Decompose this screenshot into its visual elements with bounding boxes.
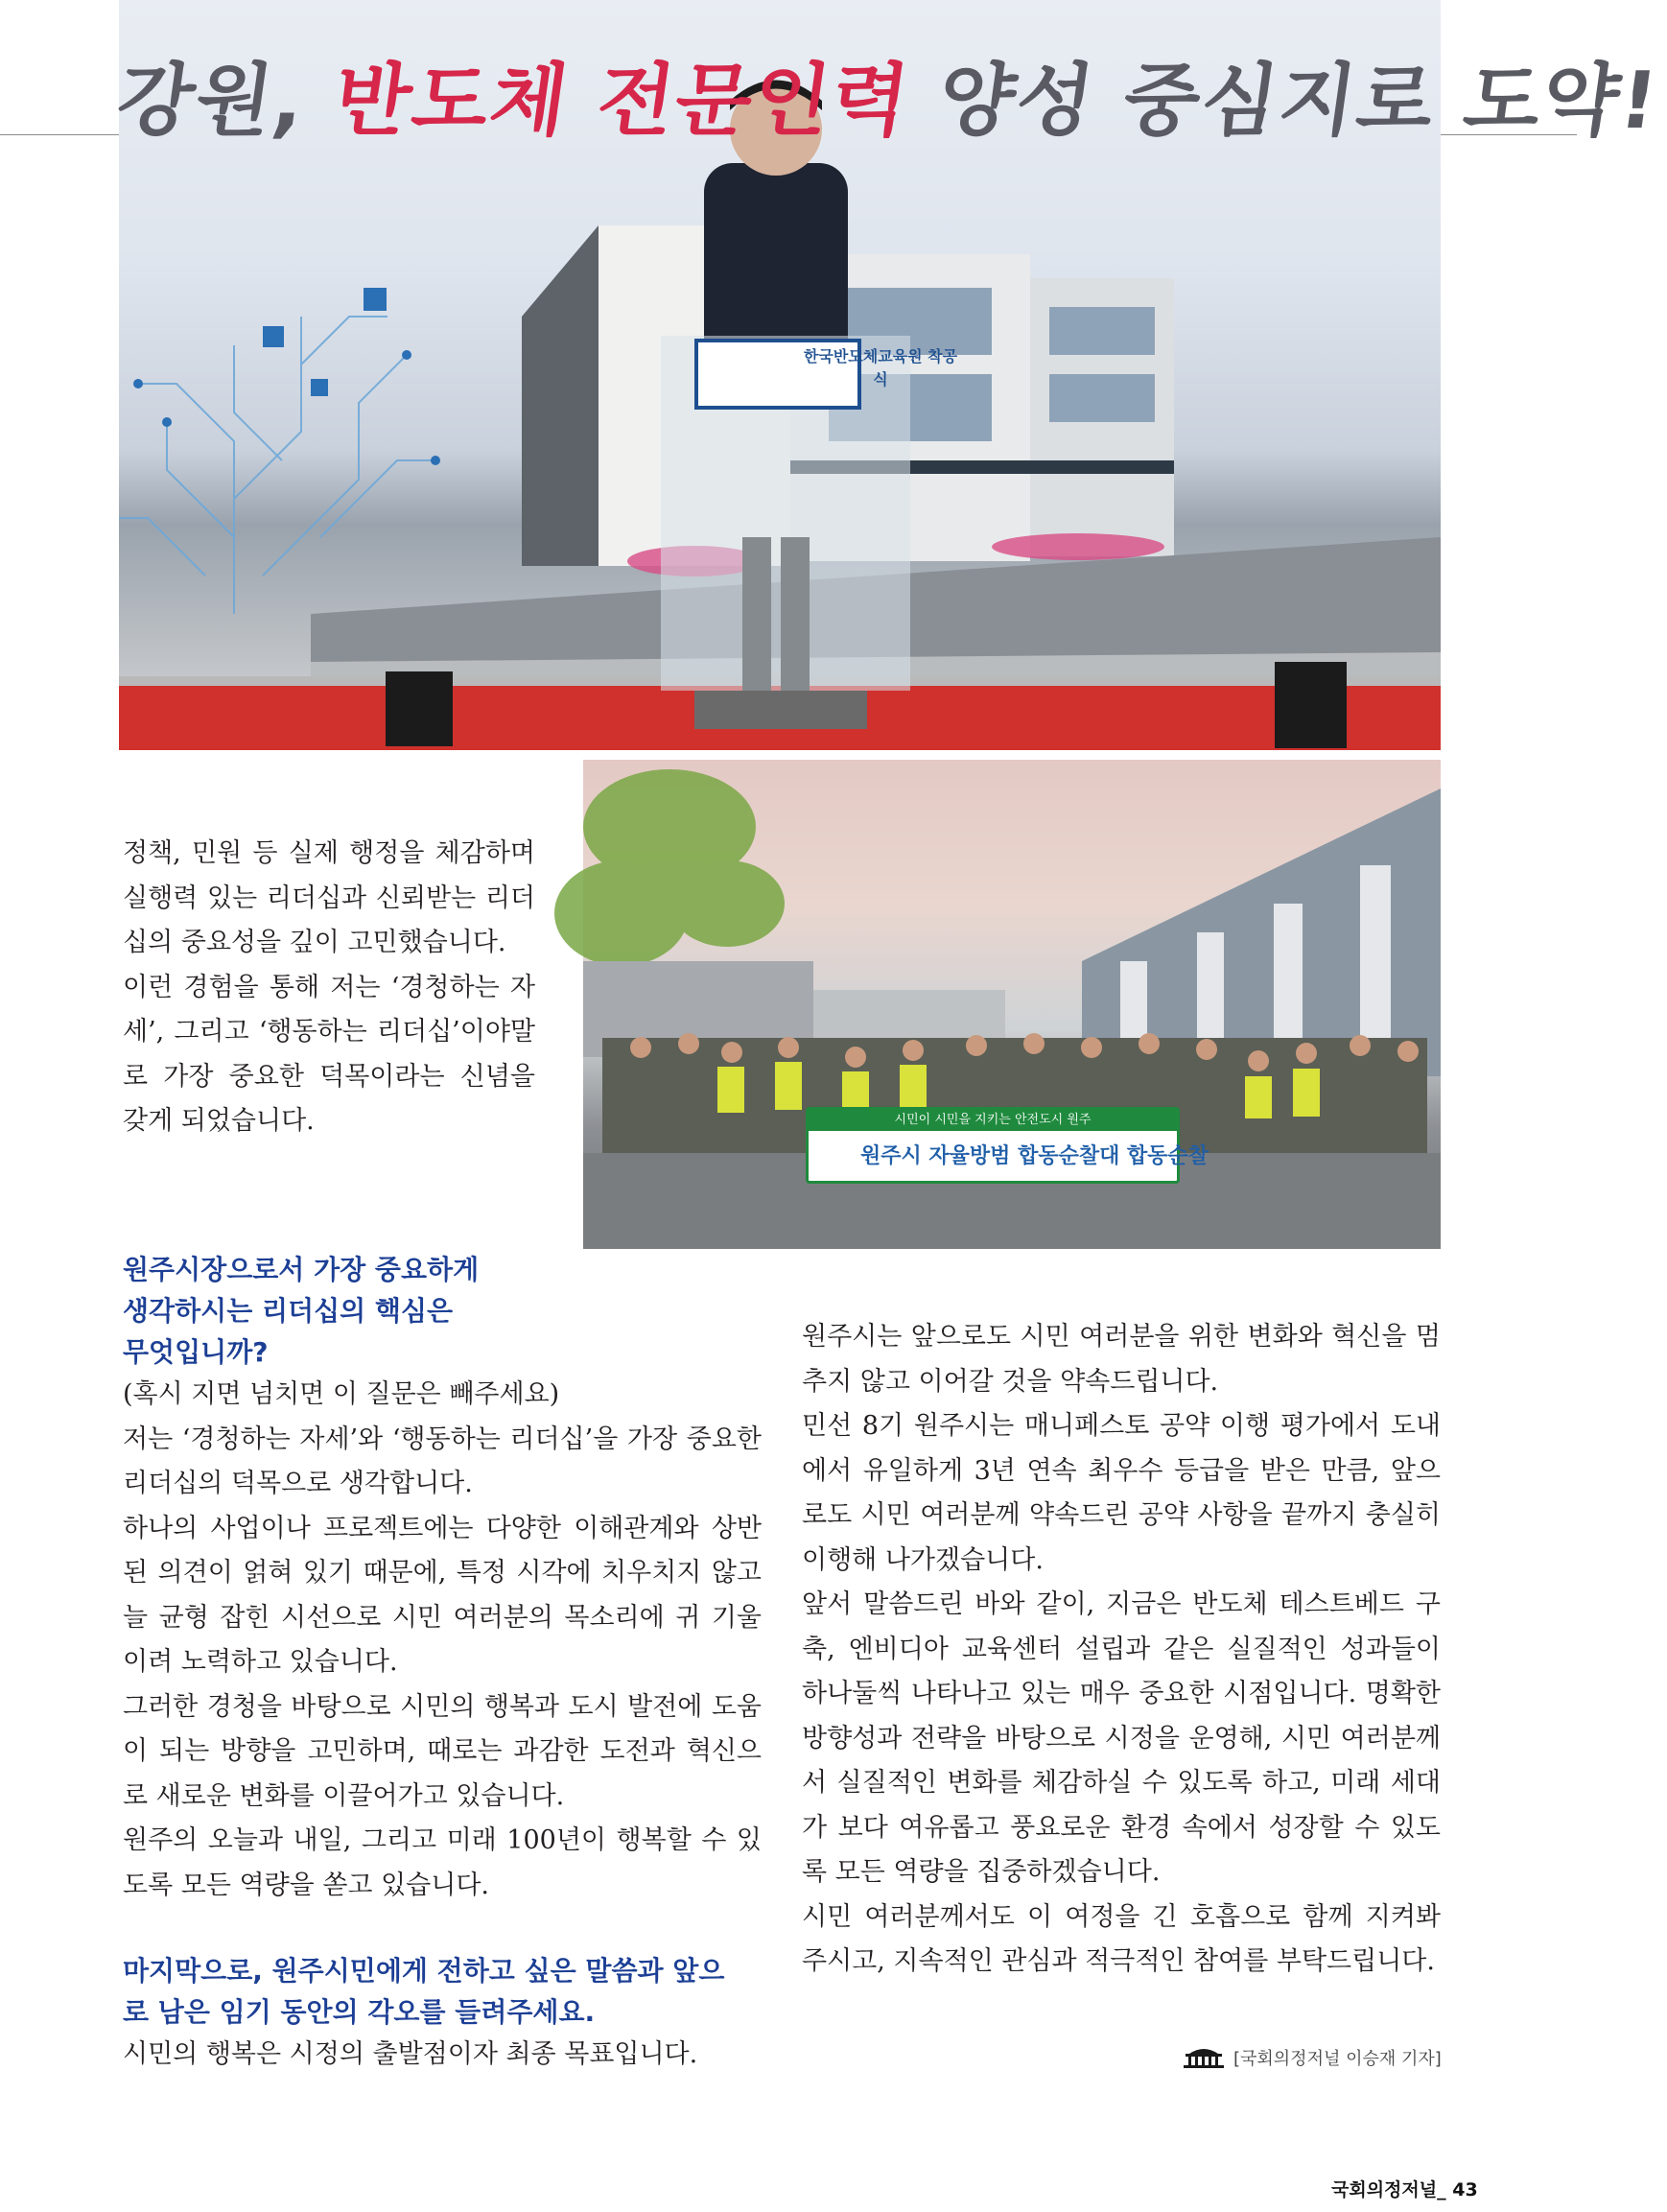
credit-text: [국회의정저널 이승재 기자] <box>1233 2049 1442 2069</box>
right-column <box>802 1315 1441 1985</box>
banner-top-text: 시민이 시민을 지키는 안전도시 원주 <box>809 1110 1177 1131</box>
left-column-bottom <box>123 1249 762 2078</box>
question-2-line: 마지막으로, 원주시민에게 전하고 싶은 말씀과 앞으 <box>123 1955 725 1987</box>
paragraph: 시민 여러분께서도 이 여정을 긴 호흡으로 함께 지켜봐 주시고, 지속적인 관심과 적극적인 참여를 부탁드립니다. <box>802 1901 1441 1976</box>
patrol-group-photo <box>583 760 1441 1249</box>
headline-part-1: 강원, <box>111 56 313 147</box>
page-footer: 국회의정저널_ 43 <box>1331 2179 1478 2200</box>
paragraph: 민선 8기 원주시는 매니페스토 공약 이행 평가에서 도내에서 유일하게 3년 연속 최우수 등급을 받은 만큼, 앞으로도 시민 여러분께 약속드린 공약 사항을 끝까지 충실히 이행해 나가겠습니다. <box>802 1411 1441 1575</box>
reporter-credit <box>1182 2043 1442 2072</box>
paragraph: 정책, 민원 등 실제 행정을 체감하며 실행력 있는 리더십과 신뢰받는 리더십의 중요성을 깊이 고민했습니다. <box>123 838 535 957</box>
headline-part-3: 양성 중심지로 도약! <box>903 56 1665 147</box>
editor-note: (혹시 지면 넘치면 이 질문은 빼주세요) <box>123 1379 560 1409</box>
assembly-building-icon <box>1182 2046 1226 2069</box>
paragraph: 이런 경험을 통해 저는 ‘경청하는 자세’, 그리고 ‘행동하는 리더십’이야말로 가장 중요한 덕목이라는 신념을 갖게 되었습니다. <box>123 972 535 1136</box>
paragraph: 저는 ‘경청하는 자세’와 ‘행동하는 리더십’을 가장 중요한 리더십의 덕목으로 생각합니다. <box>123 1424 762 1498</box>
paragraph: 원주의 오늘과 내일, 그리고 미래 100년이 행복할 수 있도록 모든 역량을 쏟고 있습니다. <box>123 1825 762 1900</box>
question-1-line: 무엇입니까? <box>123 1336 269 1368</box>
paragraph: 그러한 경청을 바탕으로 시민의 행복과 도시 발전에 도움이 되는 방향을 고민하며, 때로는 과감한 도전과 혁신으로 새로운 변화를 이끌어가고 있습니다. <box>123 1691 762 1811</box>
banner-main-text: 원주시 자율방범 합동순찰대 합동순찰 <box>860 1144 1209 1168</box>
hero-photo <box>111 0 1665 750</box>
paragraph: 앞서 말씀드린 바와 같이, 지금은 반도체 테스트베드 구축, 엔비디아 교육센터 설립과 같은 실질적인 성과들이 하나둘씩 나타나고 있는 매우 중요한 시점입니다. 명확한 방향성과 전략을 바탕으로 시정을 운영해, 시민 여러분께서 실질적인 변화를 체감하실 수 있도록 하고, 미래 세대가 보다 여유롭고 풍요로운 환경 속에서 성장할 수 있도록 모든 역량을 집중하겠습니다. <box>802 1589 1441 1887</box>
left-column-top <box>123 832 535 1144</box>
header-rule-left <box>0 134 119 135</box>
paragraph: 원주시는 앞으로도 시민 여러분을 위한 변화와 혁신을 멈추지 않고 이어갈 것을 약속드립니다. <box>802 1322 1441 1397</box>
paragraph: 하나의 사업이나 프로젝트에는 다양한 이해관계와 상반된 의견이 얽혀 있기 때문에, 특정 시각에 치우치지 않고 늘 균형 잡힌 시선으로 시민 여러분의 목소리에 귀 기울이려 노력하고 있습니다. <box>123 1513 762 1677</box>
headline <box>111 38 1665 151</box>
paragraph: 시민의 행복은 시정의 출발점이자 최종 목표입니다. <box>123 2039 698 2069</box>
question-1-line: 생각하시는 리더십의 핵심은 <box>123 1295 454 1327</box>
patrol-banner <box>806 1107 1209 1184</box>
headline-part-2: 반도체 전문인력 <box>298 56 916 147</box>
question-1-line: 원주시장으로서 가장 중요하게 <box>123 1254 480 1285</box>
podium-sign: 한국반도체교육원 착공식 <box>803 347 958 388</box>
question-2-line: 로 남은 임기 동안의 각오를 들려주세요. <box>123 1996 596 2028</box>
